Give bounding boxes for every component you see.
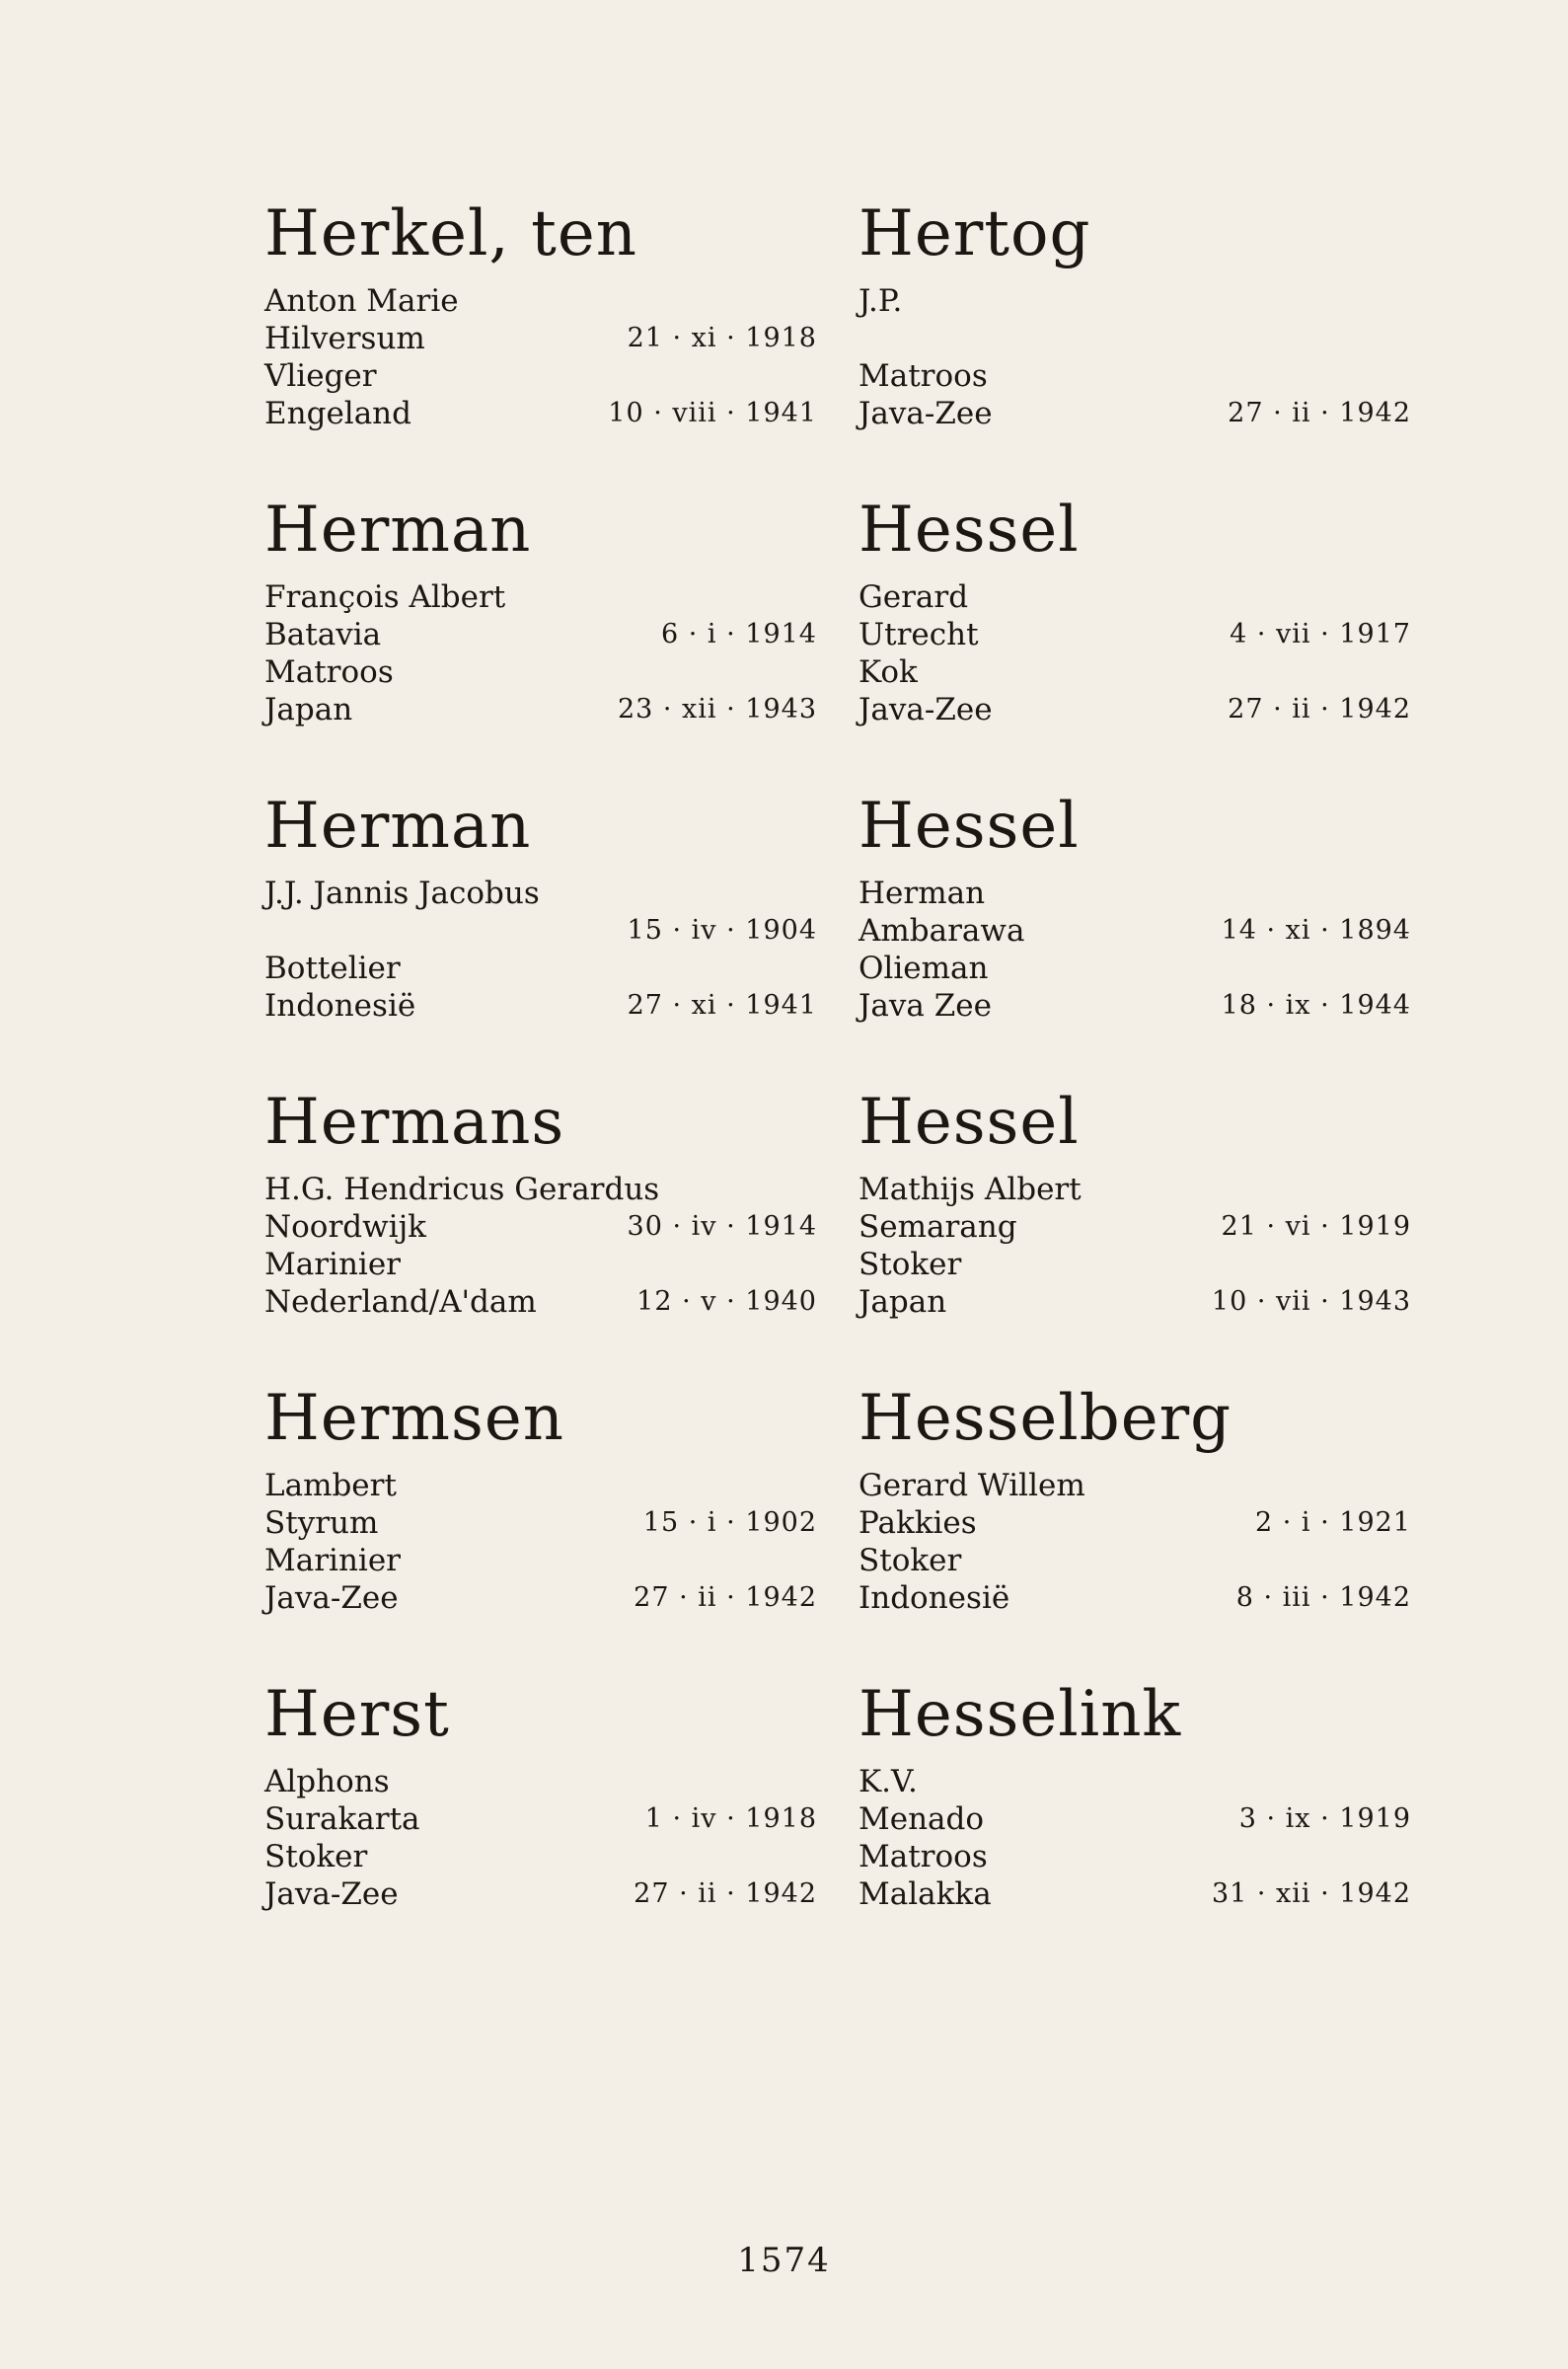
- surname-heading: Hessel: [859, 1086, 1080, 1159]
- first-names: François Albert: [264, 579, 506, 615]
- death-line: [859, 1579, 1411, 1617]
- entry: [264, 1678, 817, 1974]
- first-names: J.P.: [859, 283, 903, 319]
- birth-date: 1 · iv · 1918: [644, 1803, 817, 1834]
- right-column: [859, 197, 1411, 1974]
- death-line: [264, 395, 817, 432]
- birth-line: [264, 1800, 817, 1838]
- place-of-death: Java-Zee: [859, 692, 993, 727]
- death-date: 31 · xii · 1942: [1211, 1878, 1411, 1909]
- death-line: [859, 1875, 1411, 1913]
- place-of-death: Java Zee: [859, 988, 992, 1024]
- rank-line: [859, 1246, 1411, 1283]
- entry: [264, 790, 817, 1086]
- first-names: H.G. Hendricus Gerardus: [264, 1172, 660, 1207]
- birthplace: Ambarawa: [859, 913, 1025, 949]
- first-names: Alphons: [264, 1764, 390, 1799]
- first-names: Gerard Willem: [859, 1468, 1085, 1503]
- first-name-line: [264, 1171, 817, 1208]
- birthplace: Utrecht: [859, 617, 979, 652]
- entry: [264, 1086, 817, 1382]
- entry: [859, 1678, 1411, 1974]
- first-name-line: [264, 1763, 817, 1800]
- first-name-line: [859, 282, 1411, 320]
- place-of-death: Japan: [859, 1284, 947, 1320]
- first-name-line: [859, 1171, 1411, 1208]
- first-names: Mathijs Albert: [859, 1172, 1082, 1207]
- first-names: Lambert: [264, 1468, 397, 1503]
- death-date: 10 · viii · 1941: [608, 398, 817, 428]
- birth-date: 2 · i · 1921: [1254, 1507, 1411, 1538]
- first-name-line: [264, 578, 817, 616]
- death-line: [264, 691, 817, 728]
- first-name-line: [859, 1467, 1411, 1504]
- entry: [264, 197, 817, 494]
- death-line: [264, 987, 817, 1025]
- death-date: 18 · ix · 1944: [1221, 990, 1411, 1021]
- rank: Stoker: [264, 1839, 368, 1874]
- birthplace: Surakarta: [264, 1801, 420, 1837]
- entry: [859, 790, 1411, 1086]
- death-date: 23 · xii · 1943: [617, 694, 817, 725]
- death-line: [264, 1283, 817, 1321]
- birth-line: [859, 616, 1411, 653]
- death-line: [264, 1579, 817, 1617]
- entry: [859, 494, 1411, 790]
- rank-line: [264, 653, 817, 691]
- place-of-death: Java-Zee: [264, 1580, 399, 1616]
- surname-heading: Herkel, ten: [264, 197, 637, 270]
- birth-line: [264, 912, 817, 950]
- rank-line: [859, 357, 1411, 395]
- place-of-death: Indonesië: [264, 988, 416, 1024]
- surname-heading: Hermsen: [264, 1382, 564, 1455]
- first-names: Anton Marie: [264, 283, 459, 319]
- first-name-line: [859, 875, 1411, 912]
- birth-date: 15 · i · 1902: [642, 1507, 817, 1538]
- death-date: 27 · ii · 1942: [634, 1582, 817, 1613]
- birth-line: [264, 616, 817, 653]
- birthplace: Hilversum: [264, 321, 425, 356]
- entry: [264, 1382, 817, 1678]
- death-date: 27 · ii · 1942: [634, 1878, 817, 1909]
- death-date: 12 · v · 1940: [636, 1286, 817, 1317]
- rank-line: [264, 1542, 817, 1579]
- death-date: 8 · iii · 1942: [1235, 1582, 1411, 1613]
- rank: Stoker: [859, 1543, 962, 1578]
- birth-line: [859, 1208, 1411, 1246]
- rank-line: [264, 1246, 817, 1283]
- rank-line: [264, 950, 817, 987]
- birthplace: Semarang: [859, 1209, 1017, 1245]
- rank: Stoker: [859, 1247, 962, 1282]
- first-names: Herman: [859, 876, 986, 911]
- rank: Olieman: [859, 951, 989, 986]
- rank-line: [859, 1542, 1411, 1579]
- death-date: 27 · ii · 1942: [1228, 694, 1411, 725]
- rank: Bottelier: [264, 951, 401, 986]
- place-of-death: Japan: [264, 692, 353, 727]
- rank: Matroos: [859, 1839, 988, 1874]
- death-line: [859, 987, 1411, 1025]
- death-date: 27 · ii · 1942: [1228, 398, 1411, 428]
- birthplace: Styrum: [264, 1505, 379, 1541]
- birth-date: 21 · vi · 1919: [1221, 1211, 1411, 1242]
- first-names: Gerard: [859, 579, 969, 615]
- rank-line: [859, 950, 1411, 987]
- first-names: J.J. Jannis Jacobus: [264, 876, 540, 911]
- surname-heading: Hesselberg: [859, 1382, 1232, 1455]
- surname-heading: Hessel: [859, 790, 1080, 863]
- birth-line: [859, 320, 1411, 357]
- birth-line: [264, 1208, 817, 1246]
- rank: Matroos: [264, 654, 394, 690]
- place-of-death: Malakka: [859, 1876, 992, 1912]
- death-line: [264, 1875, 817, 1913]
- first-name-line: [859, 578, 1411, 616]
- place-of-death: Indonesië: [859, 1580, 1010, 1616]
- entry: [264, 494, 817, 790]
- birthplace: Noordwijk: [264, 1209, 426, 1245]
- entry: [859, 1382, 1411, 1678]
- place-of-death: Java-Zee: [264, 1876, 399, 1912]
- left-column: [264, 197, 817, 1974]
- surname-heading: Hessel: [859, 494, 1080, 567]
- surname-heading: Hermans: [264, 1086, 565, 1159]
- rank: Matroos: [859, 358, 988, 394]
- surname-heading: Herman: [264, 790, 532, 863]
- rank-line: [859, 1838, 1411, 1875]
- rank: Marinier: [264, 1247, 402, 1282]
- page-number: 1574: [737, 2241, 831, 2280]
- rank: Kok: [859, 654, 918, 690]
- birth-date: 15 · iv · 1904: [627, 915, 817, 946]
- birth-date: 30 · iv · 1914: [627, 1211, 817, 1242]
- birth-date: 3 · ix · 1919: [1238, 1803, 1411, 1834]
- rank: Marinier: [264, 1543, 402, 1578]
- birth-date: 14 · xi · 1894: [1221, 915, 1411, 946]
- first-name-line: [859, 1763, 1411, 1800]
- rank-line: [264, 1838, 817, 1875]
- birthplace: Pakkies: [859, 1505, 977, 1541]
- birth-line: [264, 1504, 817, 1542]
- entry: [859, 197, 1411, 494]
- place-of-death: Nederland/A'dam: [264, 1284, 537, 1320]
- surname-heading: Hesselink: [859, 1678, 1182, 1751]
- surname-heading: Hertog: [859, 197, 1091, 270]
- place-of-death: Engeland: [264, 396, 411, 431]
- birthplace: Batavia: [264, 617, 382, 652]
- entry: [859, 1086, 1411, 1382]
- first-name-line: [264, 875, 817, 912]
- birth-date: 21 · xi · 1918: [627, 323, 817, 353]
- rank: Vlieger: [264, 358, 377, 394]
- birth-line: [264, 320, 817, 357]
- death-date: 10 · vii · 1943: [1211, 1286, 1411, 1317]
- death-line: [859, 395, 1411, 432]
- rank-line: [264, 357, 817, 395]
- first-names: K.V.: [859, 1764, 918, 1799]
- death-line: [859, 1283, 1411, 1321]
- birth-line: [859, 1800, 1411, 1838]
- birth-date: 4 · vii · 1917: [1230, 619, 1411, 650]
- first-name-line: [264, 1467, 817, 1504]
- birthplace: Menado: [859, 1801, 985, 1837]
- birth-date: 6 · i · 1914: [660, 619, 817, 650]
- surname-heading: Herst: [264, 1678, 450, 1751]
- birth-line: [859, 1504, 1411, 1542]
- place-of-death: Java-Zee: [859, 396, 993, 431]
- surname-heading: Herman: [264, 494, 532, 567]
- death-line: [859, 691, 1411, 728]
- rank-line: [859, 653, 1411, 691]
- death-date: 27 · xi · 1941: [627, 990, 817, 1021]
- first-name-line: [264, 282, 817, 320]
- birth-line: [859, 912, 1411, 950]
